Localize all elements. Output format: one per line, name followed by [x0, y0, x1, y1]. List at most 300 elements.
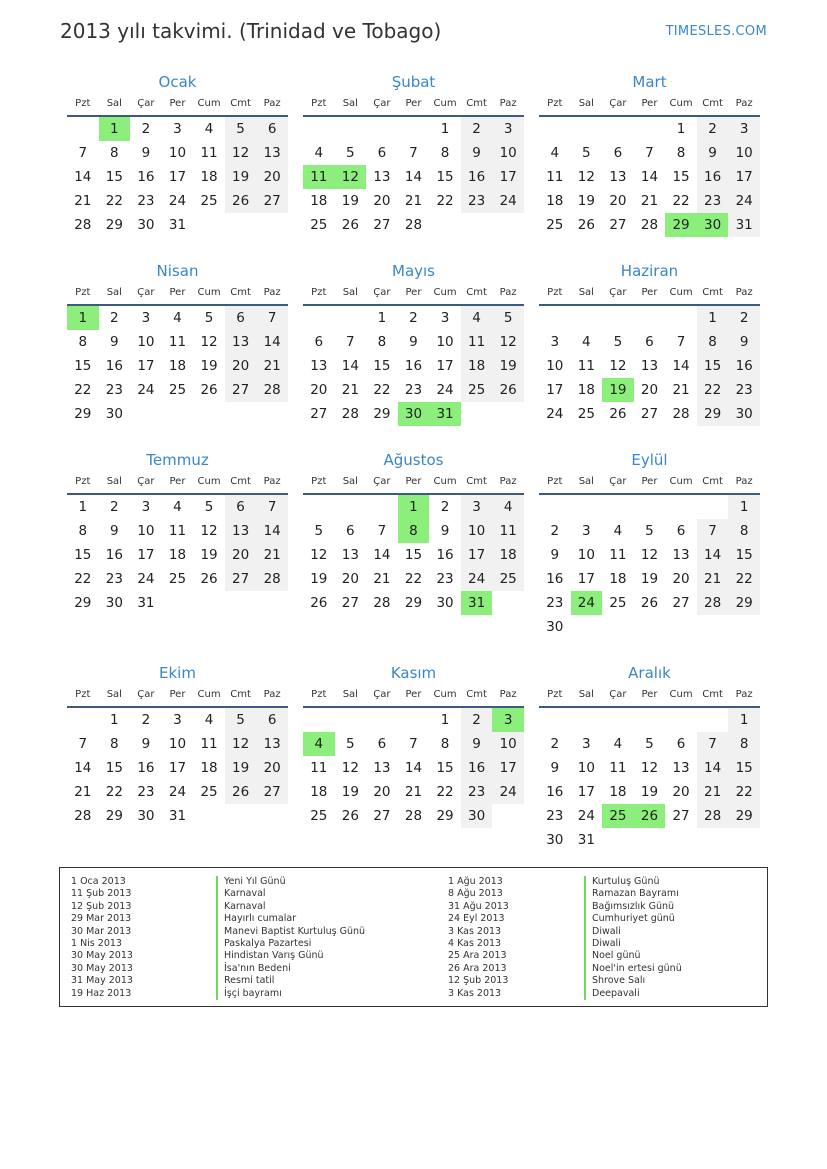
holiday-day-cell: 31 — [461, 591, 493, 615]
day-cell: 18 — [200, 169, 218, 185]
empty-cell — [571, 117, 603, 141]
weekday-label: Pzt — [311, 98, 327, 109]
day-cell: 19 — [640, 571, 659, 587]
empty-cell — [303, 495, 335, 519]
day-cell: 26 — [341, 217, 359, 233]
day-cell: 30 — [137, 808, 155, 824]
day-cell: 23 — [137, 784, 155, 800]
day-cell: 16 — [546, 571, 564, 587]
day-cell: 27 — [672, 595, 690, 611]
holiday-day-cell: 26 — [634, 804, 666, 828]
empty-cell — [634, 708, 666, 732]
month-7 — [67, 449, 288, 615]
day-cell: 5 — [204, 499, 214, 515]
weekday-label: Cum — [433, 689, 457, 700]
day-cell: 15 — [373, 358, 391, 374]
holiday-date: 8 Ağu 2013 — [448, 888, 503, 900]
day-cell: 17 — [577, 571, 595, 587]
day-cell: 15 — [404, 547, 423, 563]
day-cell: 12 — [341, 760, 359, 776]
weekday-label: Sal — [342, 287, 358, 298]
holiday-day-cell: 30 — [697, 213, 729, 237]
day-cell: 25 — [310, 808, 328, 824]
day-cell: 13 — [640, 358, 659, 374]
day-cell: 22 — [105, 784, 123, 800]
holiday-day-cell: 8 — [398, 519, 430, 543]
weekday-label: Cmt — [466, 98, 487, 109]
weekday-label: Cmt — [230, 689, 251, 700]
day-cell: 19 — [341, 193, 359, 209]
day-cell: 9 — [461, 141, 493, 165]
empty-cell — [366, 495, 398, 519]
day-cell: 27 — [256, 189, 288, 213]
holiday-date: 1 Oca 2013 — [71, 876, 126, 887]
day-cell: 8 — [440, 736, 450, 752]
weekday-label: Per — [405, 476, 422, 487]
day-cell: 22 — [728, 780, 760, 804]
day-cell: 16 — [436, 547, 454, 563]
day-cell: 9 — [550, 760, 560, 776]
day-cell: 12 — [200, 334, 218, 350]
day-cell: 9 — [550, 547, 560, 563]
day-cell: 27 — [225, 567, 257, 591]
weekday-label: Sal — [578, 476, 594, 487]
day-cell: 5 — [645, 736, 654, 752]
month-1 — [67, 71, 288, 237]
day-cell: 6 — [676, 523, 686, 539]
day-cell: 15 — [74, 547, 92, 563]
empty-cell — [665, 708, 697, 732]
weekday-label: Çar — [373, 287, 391, 298]
weekday-header — [67, 282, 288, 306]
holiday-date: 25 Ara 2013 — [448, 950, 507, 962]
day-cell: 19 — [200, 358, 218, 374]
weekday-label: Sal — [342, 476, 358, 487]
day-cell: 14 — [697, 756, 729, 780]
day-cell: 17 — [546, 382, 564, 398]
holiday-day-cell: 19 — [602, 378, 634, 402]
day-cell: 29 — [105, 808, 123, 824]
day-cell: 6 — [613, 145, 623, 161]
holiday-day-cell: 1 — [67, 306, 99, 330]
day-cell: 16 — [461, 756, 493, 780]
weekday-label: Paz — [735, 98, 753, 109]
day-cell: 11 — [168, 334, 187, 350]
holiday-name: Cumhuriyet günü — [584, 913, 682, 925]
day-cell: 6 — [256, 708, 288, 732]
holiday-name: Karnaval — [216, 888, 365, 900]
empty-cell — [303, 117, 335, 141]
empty-cell — [539, 306, 571, 330]
day-cell: 16 — [105, 358, 123, 374]
day-cell: 6 — [225, 306, 257, 330]
day-cell: 31 — [728, 213, 760, 237]
holiday-day-cell: 3 — [492, 708, 524, 732]
day-cell: 14 — [672, 358, 690, 374]
day-cell: 18 — [168, 547, 187, 563]
day-cell: 13 — [672, 547, 690, 563]
day-cell: 21 — [341, 382, 359, 398]
day-cell: 28 — [697, 591, 729, 615]
day-cell: 5 — [204, 310, 214, 326]
day-cell: 8 — [110, 145, 119, 161]
day-cell: 8 — [110, 736, 119, 752]
day-cell: 15 — [697, 354, 729, 378]
day-cell: 25 — [492, 567, 524, 591]
holiday-day-cell: 29 — [665, 213, 697, 237]
day-cell: 11 — [609, 760, 627, 776]
day-cell: 15 — [728, 543, 760, 567]
holiday-name: Resmi tatil — [216, 975, 365, 987]
day-cell: 1 — [78, 499, 88, 515]
day-cell: 4 — [314, 145, 324, 161]
weekday-label: Cmt — [702, 98, 723, 109]
weekday-label: Sal — [342, 98, 358, 109]
weekday-label: Pzt — [547, 689, 563, 700]
day-cell: 28 — [672, 406, 690, 422]
weekday-header — [303, 282, 524, 306]
day-cell: 5 — [346, 145, 355, 161]
day-cell: 24 — [137, 571, 155, 587]
day-cell: 26 — [640, 595, 659, 611]
weekday-label: Pzt — [75, 98, 91, 109]
day-cell: 20 — [341, 571, 359, 587]
holiday-date: 1 Ağu 2013 — [448, 876, 503, 887]
day-cell: 27 — [373, 217, 391, 233]
day-cell: 23 — [436, 571, 454, 587]
holiday-name: Hindistan Varış Günü — [216, 950, 365, 962]
day-cell: 4 — [204, 121, 214, 137]
month-9 — [539, 449, 760, 639]
day-cell: 15 — [436, 169, 454, 185]
day-cell: 21 — [373, 571, 391, 587]
day-cell: 9 — [141, 145, 151, 161]
day-cell: 8 — [377, 334, 387, 350]
day-cell: 3 — [582, 736, 591, 752]
month-6 — [539, 260, 760, 426]
day-cell: 15 — [728, 756, 760, 780]
day-cell: 7 — [676, 334, 686, 350]
weekday-label: Çar — [137, 287, 155, 298]
day-cell: 14 — [640, 169, 659, 185]
weekday-label: Cum — [669, 98, 693, 109]
day-cell: 16 — [137, 169, 155, 185]
day-cell: 10 — [546, 358, 564, 374]
day-cell: 23 — [546, 595, 564, 611]
day-cell: 4 — [550, 145, 560, 161]
day-cell: 22 — [436, 784, 454, 800]
weekday-label: Per — [641, 476, 658, 487]
holiday-day-cell: 1 — [99, 117, 131, 141]
day-cell: 24 — [546, 406, 564, 422]
weekday-label: Cum — [197, 98, 221, 109]
holiday-day-cell: 1 — [398, 495, 430, 519]
empty-cell — [571, 495, 603, 519]
day-cell: 4 — [582, 334, 591, 350]
weekday-label: Per — [405, 689, 422, 700]
day-cell: 7 — [377, 523, 387, 539]
empty-cell — [398, 117, 430, 141]
weekday-label: Pzt — [547, 98, 563, 109]
day-cell: 15 — [436, 760, 454, 776]
weekday-label: Pzt — [75, 287, 91, 298]
weekday-label: Paz — [499, 287, 517, 298]
day-cell: 8 — [697, 330, 729, 354]
day-cell: 21 — [256, 354, 288, 378]
day-cell: 10 — [461, 519, 493, 543]
day-cell: 1 — [697, 306, 729, 330]
day-cell: 18 — [168, 358, 187, 374]
day-grid — [67, 708, 288, 828]
day-cell: 18 — [609, 571, 627, 587]
holiday-date: 12 Şub 2013 — [448, 975, 509, 987]
day-cell: 25 — [461, 378, 493, 402]
empty-cell — [697, 708, 729, 732]
day-cell: 4 — [204, 712, 214, 728]
day-cell: 12 — [640, 760, 659, 776]
weekday-label: Cmt — [466, 476, 487, 487]
day-grid — [539, 495, 760, 639]
weekday-header — [539, 471, 760, 495]
empty-cell — [335, 117, 367, 141]
day-cell: 18 — [577, 382, 595, 398]
day-cell: 16 — [137, 760, 155, 776]
holiday-name: İşçi bayramı — [216, 988, 365, 1000]
day-cell: 2 — [728, 306, 760, 330]
holiday-name: Noel günü — [584, 950, 682, 962]
day-cell: 16 — [697, 165, 729, 189]
empty-cell — [571, 306, 603, 330]
day-cell: 26 — [200, 571, 218, 587]
day-cell: 9 — [409, 334, 418, 350]
page-title: 2013 yılı takvimi. (Trinidad ve Tobago) — [60, 19, 442, 43]
holiday-date: 29 Mar 2013 — [71, 913, 132, 925]
weekday-label: Çar — [137, 98, 155, 109]
weekday-header — [539, 684, 760, 708]
day-cell: 20 — [640, 382, 659, 398]
day-cell: 22 — [373, 382, 391, 398]
day-cell: 5 — [613, 334, 623, 350]
holiday-names-column-2 — [584, 876, 682, 1000]
day-cell: 12 — [640, 547, 659, 563]
day-cell: 2 — [409, 310, 418, 326]
day-cell: 23 — [461, 189, 493, 213]
weekday-header — [67, 471, 288, 495]
holiday-date: 24 Eyl 2013 — [448, 913, 505, 925]
day-cell: 28 — [404, 808, 423, 824]
day-cell: 20 — [256, 756, 288, 780]
day-cell: 3 — [173, 712, 182, 728]
day-cell: 17 — [137, 547, 155, 563]
weekday-label: Paz — [263, 476, 281, 487]
day-cell: 22 — [728, 567, 760, 591]
day-cell: 29 — [697, 402, 729, 426]
day-cell: 7 — [409, 145, 418, 161]
day-cell: 8 — [78, 334, 88, 350]
day-cell: 29 — [728, 804, 760, 828]
day-cell: 17 — [492, 165, 524, 189]
weekday-label: Paz — [499, 98, 517, 109]
weekday-label: Cmt — [702, 287, 723, 298]
day-cell: 1 — [728, 708, 760, 732]
day-cell: 22 — [74, 382, 92, 398]
day-cell: 4 — [173, 310, 182, 326]
day-grid — [303, 495, 524, 615]
weekday-label: Çar — [373, 476, 391, 487]
empty-cell — [366, 708, 398, 732]
day-cell: 9 — [728, 330, 760, 354]
day-cell: 13 — [256, 732, 288, 756]
day-cell: 1 — [676, 121, 686, 137]
day-cell: 7 — [346, 334, 355, 350]
weekday-label: Paz — [735, 476, 753, 487]
day-cell: 28 — [697, 804, 729, 828]
weekday-header — [539, 282, 760, 306]
day-cell: 11 — [200, 145, 218, 161]
day-grid — [539, 306, 760, 426]
month-4 — [67, 260, 288, 426]
day-cell: 29 — [404, 595, 423, 611]
holiday-day-cell: 24 — [571, 591, 603, 615]
day-cell: 21 — [74, 784, 92, 800]
day-cell: 31 — [168, 217, 187, 233]
day-cell: 11 — [461, 330, 493, 354]
day-cell: 22 — [404, 571, 423, 587]
day-cell: 17 — [168, 760, 187, 776]
holiday-name: Kurtuluş Günü — [584, 876, 682, 888]
day-cell: 19 — [640, 784, 659, 800]
day-cell: 1 — [440, 712, 450, 728]
weekday-label: Cum — [197, 287, 221, 298]
day-cell: 2 — [440, 499, 450, 515]
weekday-header — [303, 684, 524, 708]
day-cell: 14 — [697, 543, 729, 567]
day-cell: 10 — [577, 760, 595, 776]
day-grid — [539, 708, 760, 852]
day-cell: 25 — [168, 571, 187, 587]
weekday-header — [539, 93, 760, 117]
day-cell: 15 — [74, 358, 92, 374]
weekday-label: Pzt — [311, 476, 327, 487]
day-cell: 9 — [461, 732, 493, 756]
weekday-header — [67, 93, 288, 117]
day-cell: 3 — [173, 121, 182, 137]
empty-cell — [602, 495, 634, 519]
weekday-label: Paz — [735, 287, 753, 298]
month-10 — [67, 662, 288, 828]
day-cell: 17 — [436, 358, 454, 374]
holiday-name: Shrove Salı — [584, 975, 682, 987]
weekday-label: Cum — [197, 689, 221, 700]
day-cell: 13 — [373, 169, 391, 185]
month-12 — [539, 662, 760, 852]
day-cell: 20 — [373, 784, 391, 800]
weekday-label: Çar — [373, 689, 391, 700]
holiday-date: 19 Haz 2013 — [71, 987, 132, 999]
day-cell: 30 — [105, 406, 123, 422]
empty-cell — [539, 708, 571, 732]
day-cell: 23 — [728, 378, 760, 402]
day-cell: 30 — [546, 619, 564, 635]
day-cell: 25 — [609, 595, 627, 611]
day-grid — [303, 708, 524, 828]
holiday-date: 26 Ara 2013 — [448, 962, 507, 974]
day-cell: 7 — [256, 495, 288, 519]
day-cell: 15 — [105, 169, 123, 185]
empty-cell — [602, 708, 634, 732]
day-cell: 22 — [697, 378, 729, 402]
empty-cell — [303, 306, 335, 330]
day-cell: 22 — [74, 571, 92, 587]
day-cell: 6 — [314, 334, 324, 350]
day-cell: 8 — [728, 732, 760, 756]
weekday-label: Cum — [197, 476, 221, 487]
day-cell: 12 — [225, 732, 257, 756]
day-cell: 21 — [404, 784, 423, 800]
holiday-day-cell: 11 — [303, 165, 335, 189]
day-cell: 10 — [436, 334, 454, 350]
day-cell: 12 — [609, 358, 627, 374]
holiday-name: Karnaval — [216, 901, 365, 913]
day-cell: 20 — [672, 784, 690, 800]
brand-link[interactable]: TIMESLES.COM — [665, 24, 767, 39]
day-cell: 13 — [672, 760, 690, 776]
empty-cell — [602, 117, 634, 141]
day-cell: 2 — [461, 708, 493, 732]
day-cell: 13 — [341, 547, 359, 563]
day-cell: 14 — [256, 330, 288, 354]
day-cell: 7 — [409, 736, 418, 752]
day-cell: 17 — [461, 543, 493, 567]
empty-cell — [665, 495, 697, 519]
day-cell: 20 — [672, 571, 690, 587]
day-cell: 25 — [310, 217, 328, 233]
day-cell: 24 — [137, 382, 155, 398]
holiday-day-cell: 30 — [398, 402, 430, 426]
day-cell: 18 — [200, 760, 218, 776]
day-cell: 23 — [404, 382, 423, 398]
holiday-date: 1 Nis 2013 — [71, 938, 122, 950]
day-cell: 16 — [546, 784, 564, 800]
weekday-label: Paz — [263, 689, 281, 700]
holiday-day-cell: 31 — [429, 402, 461, 426]
weekday-label: Sal — [578, 98, 594, 109]
weekday-label: Cmt — [230, 98, 251, 109]
weekday-label: Paz — [263, 98, 281, 109]
day-cell: 5 — [314, 523, 324, 539]
holiday-date: 30 May 2013 — [71, 950, 133, 962]
day-cell: 6 — [225, 495, 257, 519]
day-cell: 4 — [173, 499, 182, 515]
day-cell: 9 — [110, 334, 119, 350]
holiday-legend — [59, 867, 768, 1007]
weekday-label: Sal — [106, 689, 122, 700]
day-cell: 17 — [577, 784, 595, 800]
weekday-label: Çar — [609, 287, 627, 298]
day-cell: 30 — [546, 832, 564, 848]
weekday-label: Paz — [735, 689, 753, 700]
day-cell: 7 — [697, 732, 729, 756]
day-cell: 31 — [168, 808, 187, 824]
day-cell: 25 — [546, 217, 564, 233]
day-cell: 25 — [200, 193, 218, 209]
day-cell: 26 — [310, 595, 328, 611]
empty-cell — [67, 708, 99, 732]
month-name: Şubat — [391, 73, 436, 91]
day-cell: 30 — [105, 595, 123, 611]
holiday-name: Hayırlı cumalar — [216, 913, 365, 925]
day-cell: 8 — [78, 523, 88, 539]
